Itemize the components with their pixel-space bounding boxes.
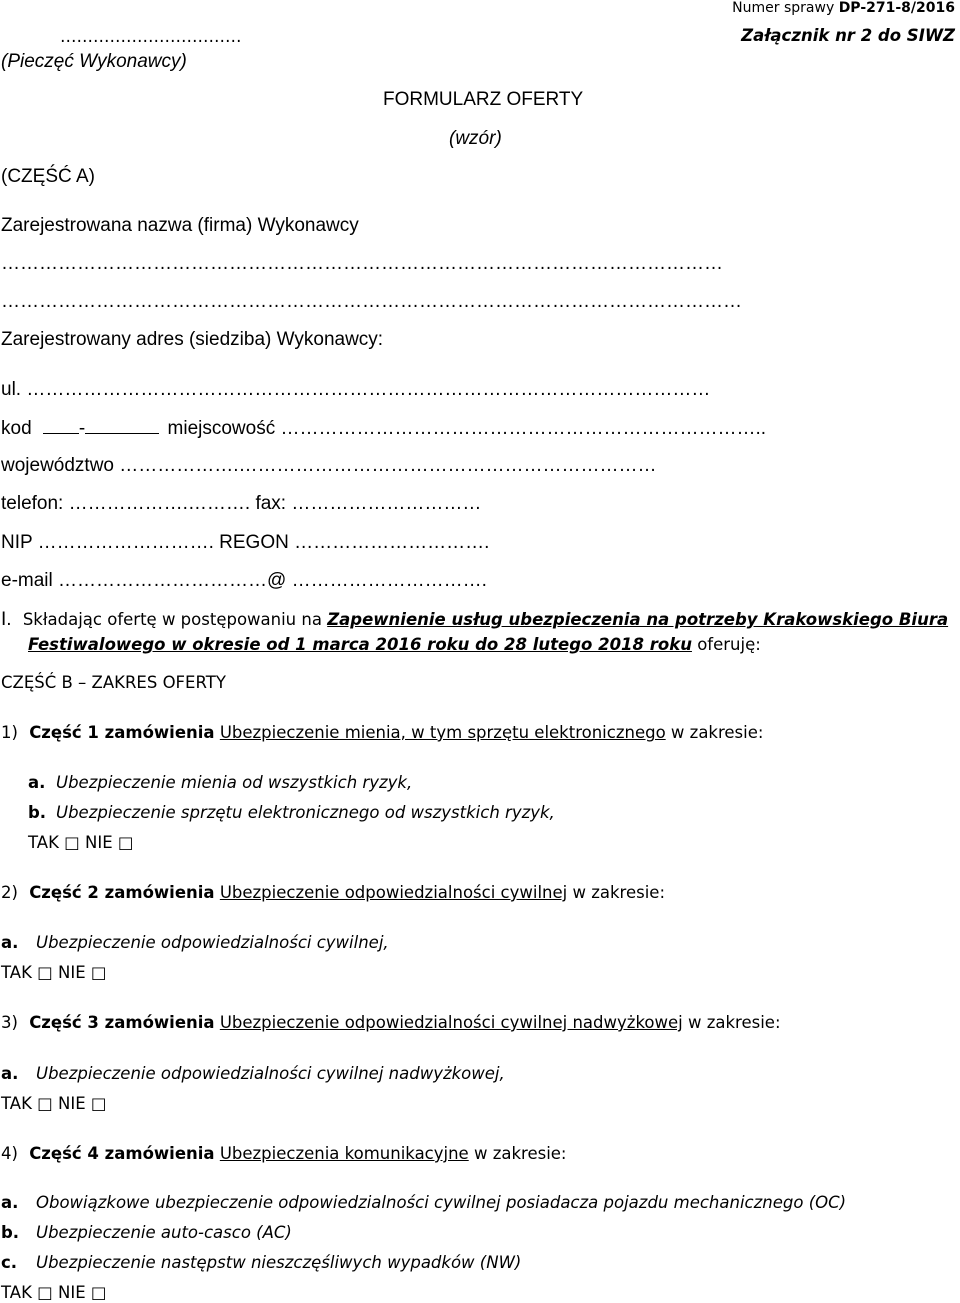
address-label: Zarejestrowany adres (siedziba) Wykonawcy: xyxy=(1,329,384,350)
order-part-3-title: Część 3 zamówienia xyxy=(29,1013,215,1032)
order-part-3 xyxy=(1,1013,781,1032)
order-part-2-title: Część 2 zamówienia xyxy=(29,883,215,902)
city-field[interactable]: ………………………………………………………………….. xyxy=(280,418,767,439)
order-part-4-scope: w zakresie: xyxy=(468,1144,567,1163)
sub-text: Ubezpieczenie auto-casco (AC) xyxy=(36,1223,292,1242)
order-part-1-title: Część 1 zamówienia xyxy=(29,723,215,742)
part-b-label: CZĘŚĆ B – ZAKRES OFERTY xyxy=(1,673,226,692)
order-part-1 xyxy=(1,723,763,742)
postal-city-row xyxy=(1,417,766,440)
postal-code-label: kod xyxy=(1,418,32,439)
sub-letter: a. xyxy=(1,1064,19,1083)
sub-letter: c. xyxy=(1,1253,18,1272)
attachment-label: Załącznik nr 2 do SIWZ xyxy=(741,26,955,45)
company-name-label: Zarejestrowana nazwa (firma) Wykonawcy xyxy=(1,215,359,236)
voivodeship-field[interactable]: województwo ……………….………………………………………………………… xyxy=(1,455,657,476)
sub-text: Ubezpieczenie sprzętu elektronicznego od wszystkich ryzyk, xyxy=(56,803,555,822)
section-1-number: I. xyxy=(1,609,12,630)
order-part-1-sub-a xyxy=(28,773,412,792)
case-number xyxy=(732,0,955,16)
stamp-label: (Pieczęć Wykonawcy) xyxy=(1,51,187,72)
order-part-1-scope: w zakresie: xyxy=(665,723,764,742)
order-part-4-sub-c xyxy=(1,1253,521,1272)
section-1-subject-1: Zapewnienie usług ubezpieczenia na potrzeby Krakowskiego Biura xyxy=(327,610,949,629)
sub-text: Ubezpieczenie mienia od wszystkich ryzyk, xyxy=(56,773,413,792)
order-part-4-title: Część 4 zamówienia xyxy=(29,1144,215,1163)
order-part-3-scope: w zakresie: xyxy=(682,1013,781,1032)
city-label: miejscowość xyxy=(167,418,276,439)
section-1-line-2 xyxy=(28,635,761,654)
order-part-4-name: Ubezpieczenia komunikacyjne xyxy=(219,1144,469,1163)
order-part-4-sub-b xyxy=(1,1223,292,1242)
company-name-field-2[interactable]: ……………………………………………………………………………………………………… xyxy=(1,291,742,312)
order-part-4-yes-no[interactable]: TAK □ NIE □ xyxy=(1,1283,107,1302)
form-subtitle: (wzór) xyxy=(449,128,502,149)
sub-text: Ubezpieczenie następstw nieszczęśliwych wypadków (NW) xyxy=(36,1253,522,1272)
sub-letter: b. xyxy=(1,1223,20,1242)
email-field[interactable]: e-mail ……………………………@ …………………………. xyxy=(1,570,487,591)
section-1-intro: Składając ofertę w postępowaniu na xyxy=(22,610,328,629)
order-part-2-scope: w zakresie: xyxy=(567,883,666,902)
order-part-4 xyxy=(1,1144,567,1163)
sub-text: Ubezpieczenie odpowiedzialności cywilnej nadwyżkowej, xyxy=(36,1064,505,1083)
order-part-2-sub-a xyxy=(1,933,389,952)
section-1-line-1 xyxy=(1,609,948,631)
section-1-outro: oferuję: xyxy=(691,635,761,654)
sub-text: Ubezpieczenie odpowiedzialności cywilnej, xyxy=(36,933,389,952)
order-part-2-number: 2) xyxy=(1,883,18,902)
order-part-2-name: Ubezpieczenie odpowiedzialności cywilnej xyxy=(219,883,568,902)
order-part-3-sub-a xyxy=(1,1064,505,1083)
order-part-2-yes-no[interactable]: TAK □ NIE □ xyxy=(1,963,107,982)
stamp-dots: …………………………… xyxy=(60,27,242,46)
order-part-1-sub-b xyxy=(28,803,555,822)
case-number-value: DP-271-8/2016 xyxy=(838,0,955,16)
sub-text: Obowiązkowe ubezpieczenie odpowiedzialności cywilnej posiadacza pojazdu mechanicznego (OC) xyxy=(36,1193,847,1212)
order-part-4-sub-a xyxy=(1,1193,846,1212)
case-number-prefix: Numer sprawy xyxy=(732,0,839,16)
company-name-field-1[interactable]: …………………………………………………………………………………………………… xyxy=(1,253,723,274)
order-part-1-number: 1) xyxy=(1,723,18,742)
order-part-1-yes-no[interactable]: TAK □ NIE □ xyxy=(28,833,134,852)
street-field[interactable]: ul. ……………………………………………………………………………………………… xyxy=(1,379,711,400)
sub-letter: b. xyxy=(28,803,47,822)
order-part-2 xyxy=(1,883,665,902)
order-part-3-name: Ubezpieczenie odpowiedzialności cywilnej nadwyżkowej xyxy=(219,1013,683,1032)
postal-code-part1-field[interactable] xyxy=(43,417,79,434)
section-1-subject-2: Festiwalowego w okresie od 1 marca 2016 roku do 28 lutego 2018 roku xyxy=(28,635,692,654)
postal-code-part2-field[interactable] xyxy=(85,417,159,434)
part-a-label: (CZĘŚĆ A) xyxy=(1,166,95,187)
order-part-4-number: 4) xyxy=(1,1144,18,1163)
order-part-3-yes-no[interactable]: TAK □ NIE □ xyxy=(1,1094,107,1113)
sub-letter: a. xyxy=(1,1193,19,1212)
form-title: FORMULARZ OFERTY xyxy=(383,89,584,110)
phone-fax-field[interactable]: telefon: ……………….………. fax: ………………………… xyxy=(1,493,482,514)
postal-code-dash: - xyxy=(78,418,86,439)
order-part-1-name: Ubezpieczenie mienia, w tym sprzętu elektronicznego xyxy=(219,723,666,742)
sub-letter: a. xyxy=(1,933,19,952)
order-part-3-number: 3) xyxy=(1,1013,18,1032)
sub-letter: a. xyxy=(28,773,46,792)
nip-regon-field[interactable]: NIP ………………………. REGON …………………………. xyxy=(1,532,490,553)
